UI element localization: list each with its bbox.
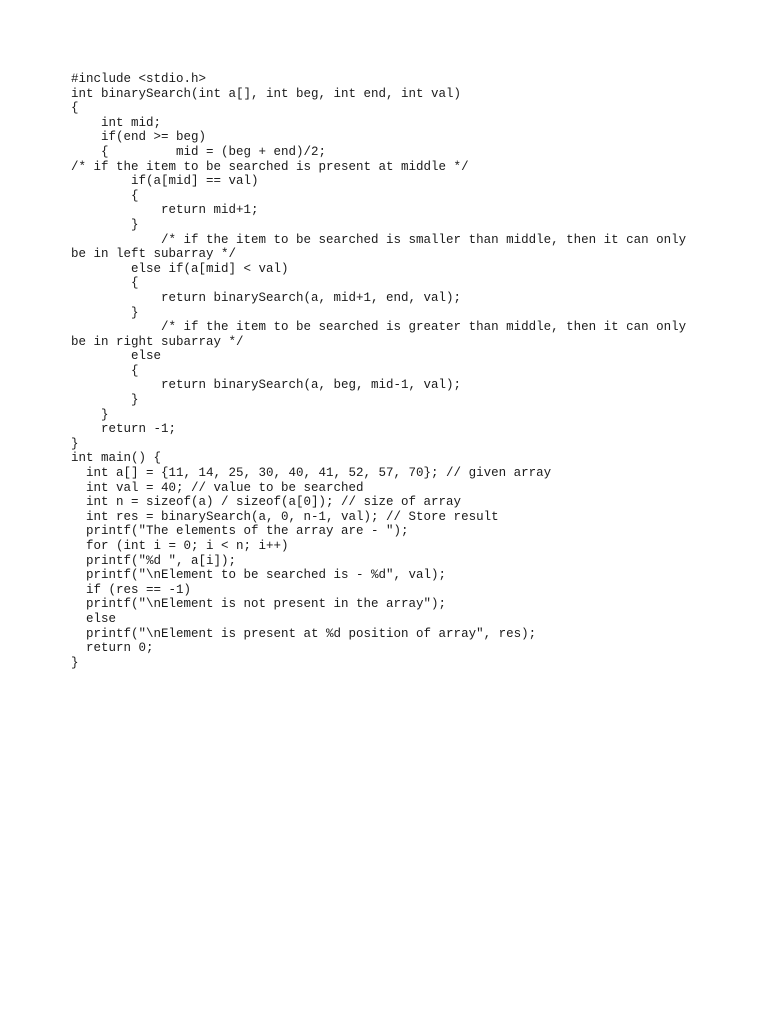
code-line: return -1; xyxy=(71,422,177,437)
code-line: #include <stdio.h> xyxy=(71,72,207,86)
code-line: { xyxy=(71,101,79,116)
code-line: } xyxy=(71,655,79,670)
code-line: if (res == -1) xyxy=(71,582,192,597)
code-line: } xyxy=(71,305,139,320)
code-line: } xyxy=(71,393,139,408)
code-line: printf("\nElement to be searched is - %d", val); xyxy=(71,568,447,583)
code-line: printf("\nElement is present at %d position of array", res); xyxy=(71,626,537,641)
code-line: else xyxy=(71,611,117,626)
code-line: { xyxy=(71,363,139,378)
code-line: int res = binarySearch(a, 0, n-1, val); // Store result xyxy=(71,509,499,524)
code-line: int main() { xyxy=(71,451,162,466)
code-line: if(end >= beg) xyxy=(71,130,207,145)
code-line: int mid; xyxy=(71,115,162,130)
code-line: return mid+1; xyxy=(71,203,259,218)
code-line: else xyxy=(71,349,162,364)
code-line: int a[] = {11, 14, 25, 30, 40, 41, 52, 57, 70}; // given array xyxy=(71,466,552,481)
code-line: for (int i = 0; i < n; i++) xyxy=(71,539,289,553)
code-line: be in left subarray */ xyxy=(71,247,237,262)
code-line: /* if the item to be searched is smaller than middle, then it can only xyxy=(71,232,687,247)
code-line: } xyxy=(71,407,109,422)
code-line: { xyxy=(71,188,139,203)
code-line: return 0; xyxy=(71,641,154,656)
code-line: printf("The elements of the array are - "); xyxy=(71,524,409,539)
code-line: printf("\nElement is not present in the array"); xyxy=(71,597,447,612)
code-line: int val = 40; // value to be searched xyxy=(71,480,364,495)
code-line: return binarySearch(a, beg, mid-1, val); xyxy=(71,378,462,393)
code-line: else if(a[mid] < val) xyxy=(71,261,289,276)
code-line: } xyxy=(71,217,139,232)
code-block xyxy=(71,72,721,670)
code-line: { xyxy=(71,276,139,291)
code-line: int n = sizeof(a) / sizeof(a[0]); // size of array xyxy=(71,495,462,510)
code-line: printf("%d ", a[i]); xyxy=(71,553,237,568)
code-line: int binarySearch(int a[], int beg, int end, int val) xyxy=(71,86,462,101)
code-line: /* if the item to be searched is greater than middle, then it can only xyxy=(71,320,687,335)
code-line: if(a[mid] == val) xyxy=(71,174,259,189)
code-line: return binarySearch(a, mid+1, end, val); xyxy=(71,290,462,305)
code-line: be in right subarray */ xyxy=(71,334,244,349)
code-line: /* if the item to be searched is present at middle */ xyxy=(71,159,469,174)
code-line: } xyxy=(71,436,79,451)
code-line: { mid = (beg + end)/2; xyxy=(71,144,327,159)
